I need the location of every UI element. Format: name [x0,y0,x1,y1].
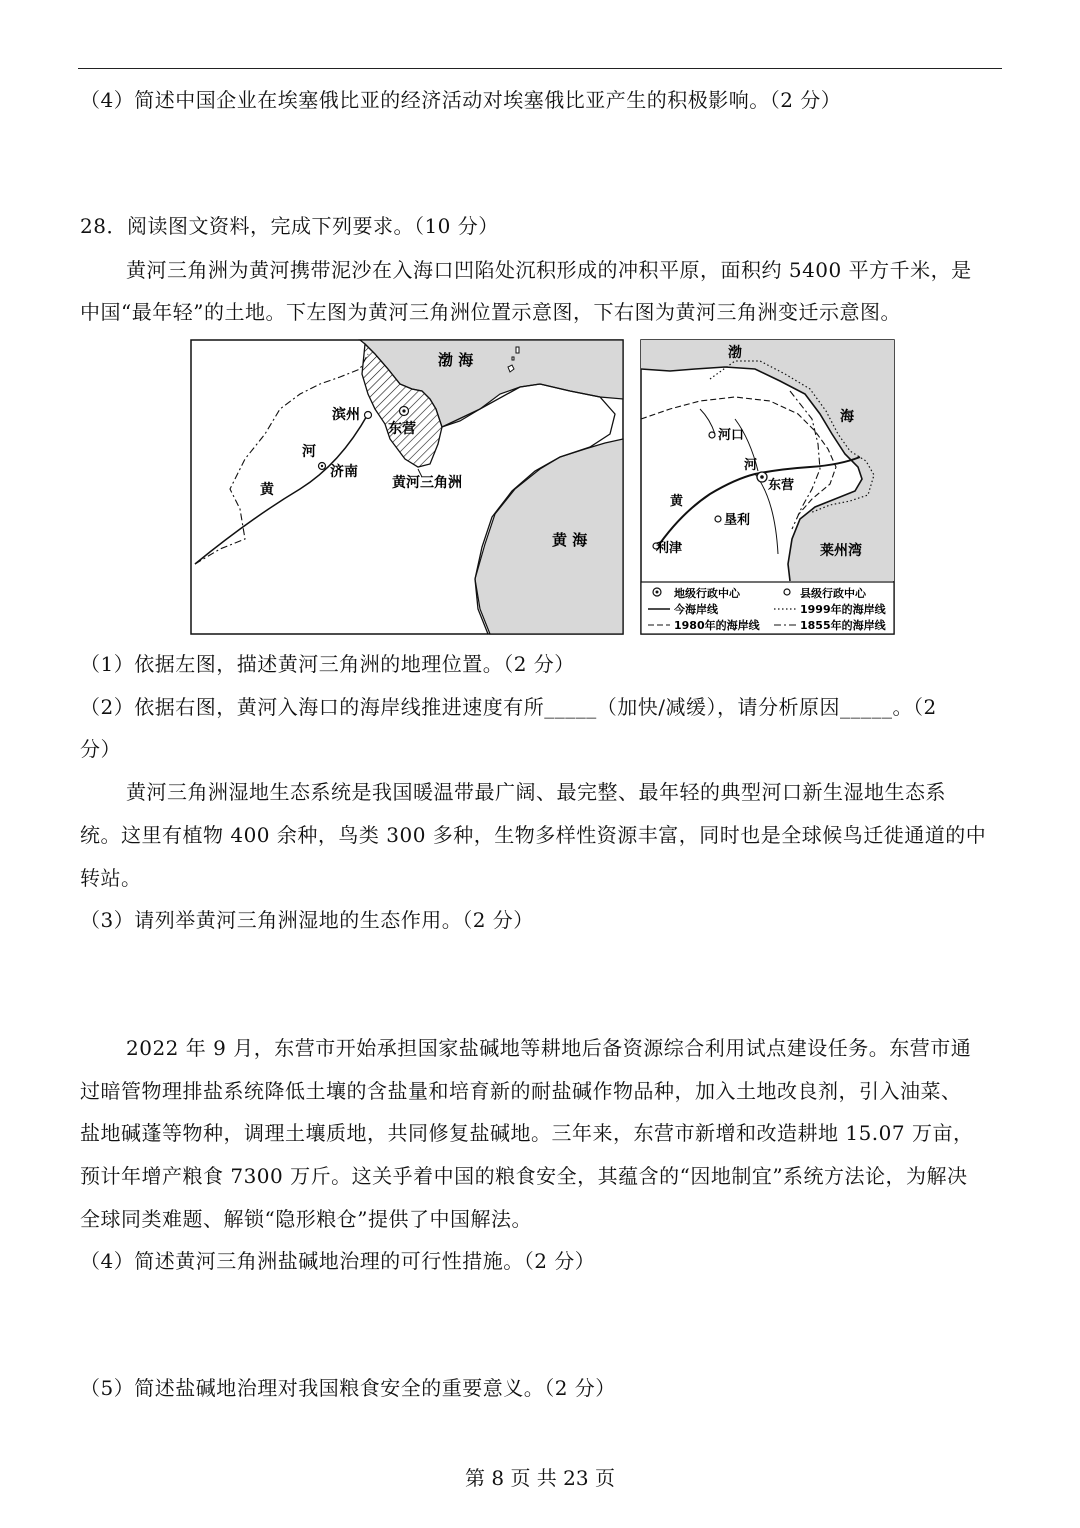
salt-line-1: 2022 年 9 月，东营市开始承担国家盐碱地等耕地后备资源综合利用试点建设任务。东营市通 [126,1036,972,1060]
dongying-label-right: 东营 [768,478,795,493]
left-map [190,339,624,635]
huang-label: 黄 [260,482,274,498]
wetland-line-3: 转站。 [80,866,142,890]
salt-line-4: 预计年增产粮食 7300 万斤。这关乎着中国的粮食安全，其蕴含的“因地制宜”系统方法论，为解决 [80,1164,968,1188]
legend-county: 县级行政中心 [800,587,866,600]
salt-line-5: 全球同类难题、解锁“隐形粮仓”提供了中国解法。 [80,1207,532,1231]
he-label-right: 河 [744,458,758,473]
salt-line-3: 盐地碱蓬等物种，调理土壤质地，共同修复盐碱地。三年来，东营市新增和改造耕地 15.07 万亩， [80,1121,974,1145]
wetland-line-1: 黄河三角洲湿地生态系统是我国暖温带最广阔、最完整、最年轻的典型河口新生湿地生态系 [126,780,946,804]
q28-3: （3）请列举黄河三角洲湿地的生态作用。（2 分） [80,908,534,932]
kenli-marker [715,516,721,522]
lijin-label: 利津 [656,541,683,556]
q28-title: 28．阅读图文资料，完成下列要求。（10 分） [80,214,499,238]
salt-line-2: 过暗管物理排盐系统降低土壤的含盐量和培育新的耐盐碱作物品种，加入土地改良剂，引入油菜、 [80,1079,962,1103]
q28-1: （1）依据左图，描述黄河三角洲的地理位置。（2 分） [80,652,575,676]
legend-1980: 1980年的海岸线 [674,619,760,632]
bohai-label: 渤 海 [438,351,474,369]
q28-2-line-2: 分） [80,737,121,761]
kenli-label: 垦利 [724,513,751,528]
page-number: 第 8 页 共 23 页 [465,1466,615,1490]
jinan-label: 济南 [330,464,358,480]
huang-label-right: 黄 [670,494,684,509]
binzhou-label: 滨州 [332,407,360,423]
hekou-marker [709,432,715,438]
laizhou-label: 莱州湾 [820,543,862,559]
intro-line-2: 中国“最年轻”的土地。下左图为黄河三角洲位置示意图，下右图为黄河三角洲变迁示意图。 [80,300,901,324]
bo-label: 渤 [728,345,742,361]
hekou-label: 河口 [718,428,745,443]
yellow-sea-label: 黄 海 [552,531,588,549]
top-rule [78,68,1002,69]
hai-label: 海 [840,409,854,425]
q27-4: （4）简述中国企业在埃塞俄比亚的经济活动对埃塞俄比亚产生的积极影响。（2 分） [80,88,842,112]
dongying-label: 东营 [388,421,416,437]
q28-5: （5）简述盐碱地治理对我国粮食安全的重要意义。（2 分） [80,1376,616,1400]
legend-1999: 1999年的海岸线 [800,603,886,616]
q28-4: （4）简述黄河三角洲盐碱地治理的可行性措施。（2 分） [80,1249,596,1273]
he-label: 河 [302,444,316,460]
binzhou-marker [365,412,372,419]
delta-label: 黄河三角洲 [392,475,462,491]
legend-1855: 1855年的海岸线 [800,619,886,632]
q28-2-line-1: （2）依据右图，黄河入海口的海岸线推进速度有所_____（加快/减缓），请分析原因_____。（2 [80,695,937,719]
right-map [640,339,895,635]
legend-today: 今海岸线 [674,603,718,616]
wetland-line-2: 统。这里有植物 400 余种，鸟类 300 多种，生物多样性资源丰富，同时也是全球候鸟迁徙通道的中 [80,823,987,847]
legend-prefecture: 地级行政中心 [674,587,740,600]
intro-line-1: 黄河三角洲为黄河携带泥沙在入海口凹陷处沉积形成的冲积平原，面积约 5400 平方千米，是 [126,258,972,282]
